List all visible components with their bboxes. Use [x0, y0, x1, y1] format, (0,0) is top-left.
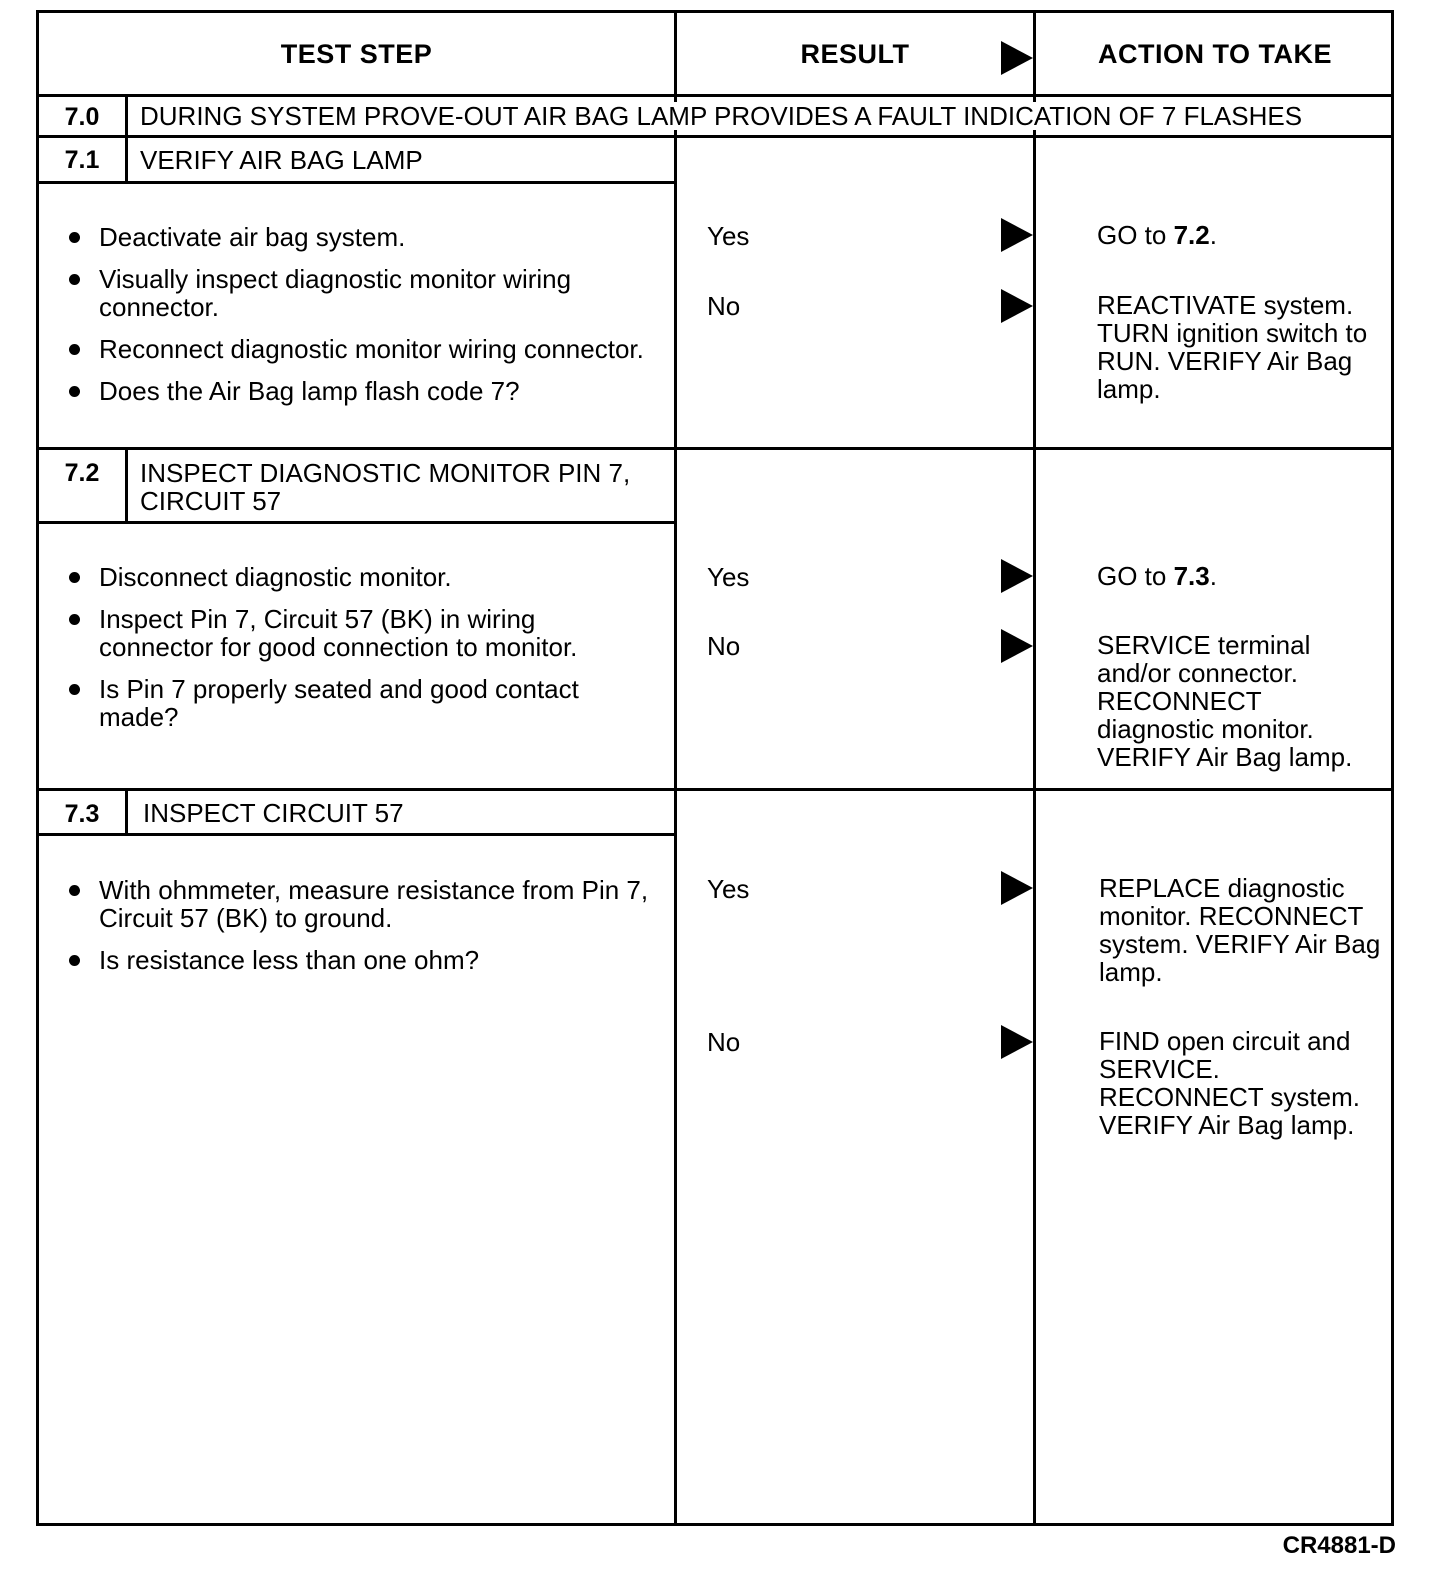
- list-item: Reconnect diagnostic monitor wiring connector.: [69, 335, 649, 363]
- section-number-7-3: 7.3: [64, 800, 100, 828]
- list-item: Does the Air Bag lamp flash code 7?: [69, 377, 649, 405]
- header-test-step: TEST STEP: [280, 38, 433, 69]
- section-title-7-3: INSPECT CIRCUIT 57: [143, 798, 404, 828]
- column-divider-result: [674, 13, 677, 1523]
- result-no-7-3: No: [707, 1027, 741, 1057]
- action-no-7-3: FIND open circuit and SERVICE. RECONNECT system. VERIFY Air Bag lamp.: [1099, 1026, 1360, 1140]
- result-arrow-icon: [1001, 871, 1033, 905]
- list-item: Is Pin 7 properly seated and good contact made?: [69, 675, 649, 731]
- action-yes-7-2: GO to 7.3.: [1097, 561, 1217, 591]
- section-number-7-0: 7.0: [64, 103, 100, 131]
- step-title-underline-7-3: [39, 833, 674, 836]
- header-arrow-icon: [1001, 41, 1033, 75]
- result-no-7-2: No: [707, 631, 741, 661]
- section-title-7-0: DURING SYSTEM PROVE-OUT AIR BAG LAMP PROVIDES A FAULT INDICATION OF 7 FLASHES: [140, 102, 1390, 130]
- step-title-underline-7-2: [39, 521, 674, 524]
- header-divider: [39, 94, 1391, 97]
- list-item: Deactivate air bag system.: [69, 223, 649, 251]
- row-7-0-bottom: [39, 135, 1391, 138]
- num-divider-7-1: [125, 138, 128, 183]
- result-arrow-icon: [1001, 629, 1033, 663]
- result-yes-7-3: Yes: [707, 874, 750, 904]
- result-arrow-icon: [1001, 218, 1033, 252]
- num-divider-7-3: [125, 791, 128, 835]
- result-arrow-icon: [1001, 289, 1033, 323]
- step-7-2-bullets: [69, 563, 649, 745]
- action-yes-7-3: REPLACE diagnostic monitor. RECONNECT system. VERIFY Air Bag lamp.: [1099, 873, 1381, 987]
- section-title-7-2: INSPECT DIAGNOSTIC MONITOR PIN 7, CIRCUIT 57: [140, 458, 631, 516]
- list-item: Inspect Pin 7, Circuit 57 (BK) in wiring connector for good connection to monitor.: [69, 605, 649, 661]
- row-7-1-bottom: [39, 447, 1391, 450]
- list-item: Is resistance less than one ohm?: [69, 946, 649, 974]
- row-7-2-bottom: [39, 788, 1391, 791]
- list-item: Visually inspect diagnostic monitor wiring connector.: [69, 265, 649, 321]
- result-arrow-icon: [1001, 559, 1033, 593]
- section-title-7-1: VERIFY AIR BAG LAMP: [140, 145, 423, 175]
- header-action: ACTION TO TAKE: [1098, 38, 1332, 69]
- step-title-underline-7-1: [39, 181, 674, 184]
- result-yes-7-2: Yes: [707, 562, 750, 592]
- action-no-7-1: REACTIVATE system. TURN ignition switch to RUN. VERIFY Air Bag lamp.: [1097, 290, 1368, 404]
- result-arrow-icon: [1001, 1025, 1033, 1059]
- section-number-7-2: 7.2: [64, 459, 100, 487]
- result-yes-7-1: Yes: [707, 221, 750, 251]
- action-yes-7-1: GO to 7.2.: [1097, 220, 1217, 250]
- num-divider-7-2: [125, 450, 128, 523]
- header-result: RESULT: [800, 38, 910, 69]
- action-no-7-2: SERVICE terminal and/or connector. RECONNECT diagnostic monitor. VERIFY Air Bag lamp.: [1097, 630, 1353, 772]
- result-no-7-1: No: [707, 291, 741, 321]
- step-7-3-bullets: [69, 876, 649, 988]
- step-7-1-bullets: [69, 223, 649, 419]
- list-item: With ohmmeter, measure resistance from Pin 7, Circuit 57 (BK) to ground.: [69, 876, 649, 932]
- diagnostic-table: [36, 10, 1394, 1526]
- column-divider-action: [1033, 13, 1036, 1523]
- section-number-7-1: 7.1: [64, 146, 100, 174]
- num-divider-7-0: [125, 97, 128, 138]
- list-item: Disconnect diagnostic monitor.: [69, 563, 649, 591]
- figure-code: CR4881-D: [1282, 1532, 1396, 1559]
